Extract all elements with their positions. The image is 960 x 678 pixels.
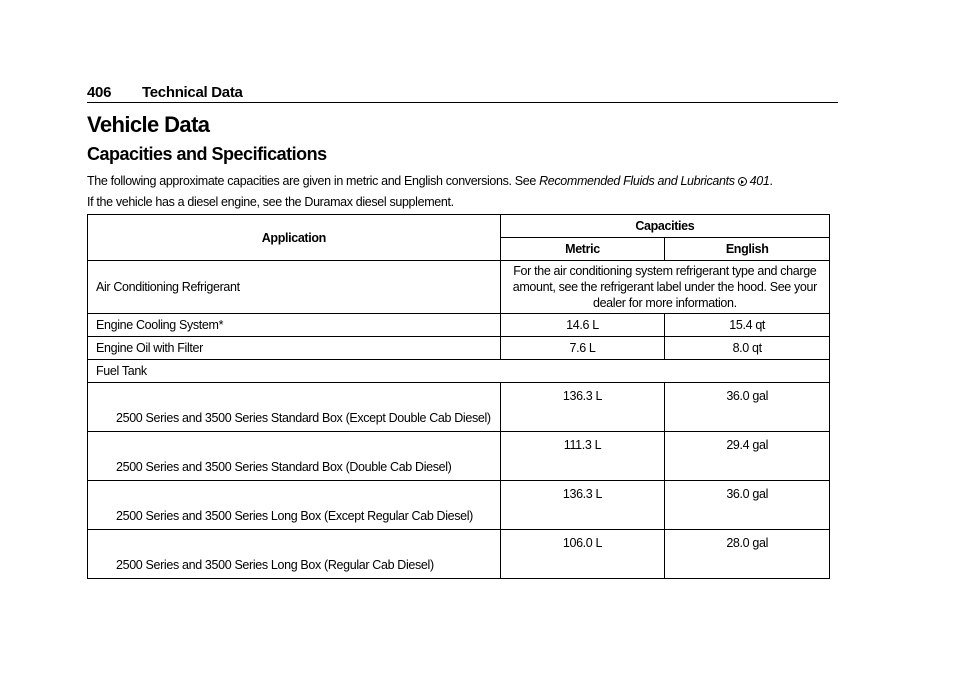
page-header bbox=[87, 84, 838, 103]
section-subtitle: Capacities and Specifications bbox=[87, 144, 327, 164]
table-row bbox=[88, 360, 830, 383]
capacities-table bbox=[87, 214, 830, 579]
fluids-link-page[interactable]: 401 bbox=[749, 174, 770, 188]
fuel-row-english: 36.0 gal bbox=[665, 481, 830, 530]
cooling-metric: 14.6 L bbox=[500, 314, 665, 337]
cooling-label: Engine Cooling System* bbox=[88, 314, 501, 337]
table-row bbox=[88, 261, 830, 314]
page-title: Vehicle Data bbox=[87, 112, 210, 137]
fuel-row-label: 2500 Series and 3500 Series Standard Box (Except Double Cab Diesel) bbox=[88, 383, 501, 432]
table-row bbox=[88, 337, 830, 360]
oil-english: 8.0 qt bbox=[665, 337, 830, 360]
table-row bbox=[88, 314, 830, 337]
page-reference-icon bbox=[738, 177, 747, 186]
ac-label: Air Conditioning Refrigerant bbox=[88, 261, 501, 314]
fuel-row-english: 29.4 gal bbox=[665, 432, 830, 481]
oil-label: Engine Oil with Filter bbox=[88, 337, 501, 360]
fuel-row-label: 2500 Series and 3500 Series Standard Box (Double Cab Diesel) bbox=[88, 432, 501, 481]
metric-header: Metric bbox=[500, 238, 665, 261]
page-number: 406 bbox=[87, 84, 112, 101]
table-row bbox=[88, 481, 830, 530]
fuel-row-label: 2500 Series and 3500 Series Long Box (Regular Cab Diesel) bbox=[88, 530, 501, 579]
table-row bbox=[88, 530, 830, 579]
cooling-english: 15.4 qt bbox=[665, 314, 830, 337]
fuel-row-metric: 136.3 L bbox=[500, 481, 665, 530]
fuel-row-english: 36.0 gal bbox=[665, 383, 830, 432]
english-header: English bbox=[665, 238, 830, 261]
intro-paragraph bbox=[87, 174, 773, 188]
intro-text: The following approximate capacities are given in metric and English conversions. See bbox=[87, 174, 540, 188]
fuel-row-metric: 111.3 L bbox=[500, 432, 665, 481]
section-title: Technical Data bbox=[142, 84, 243, 101]
fuel-row-metric: 106.0 L bbox=[500, 530, 665, 579]
oil-metric: 7.6 L bbox=[500, 337, 665, 360]
diesel-note: If the vehicle has a diesel engine, see the Duramax diesel supplement. bbox=[87, 195, 454, 209]
fuel-tank-label: Fuel Tank bbox=[88, 360, 830, 383]
application-header: Application bbox=[88, 215, 501, 261]
fuel-row-english: 28.0 gal bbox=[665, 530, 830, 579]
capacities-header: Capacities bbox=[500, 215, 829, 238]
intro-end: . bbox=[769, 174, 773, 188]
fluids-link[interactable]: Recommended Fluids and Lubricants bbox=[539, 174, 735, 188]
fuel-row-metric: 136.3 L bbox=[500, 383, 665, 432]
fuel-row-label: 2500 Series and 3500 Series Long Box (Except Regular Cab Diesel) bbox=[88, 481, 501, 530]
table-row bbox=[88, 383, 830, 432]
table-row bbox=[88, 432, 830, 481]
ac-note: For the air conditioning system refrigerant type and charge amount, see the refrigerant label under the hood. See your dealer for more information. bbox=[500, 261, 829, 314]
